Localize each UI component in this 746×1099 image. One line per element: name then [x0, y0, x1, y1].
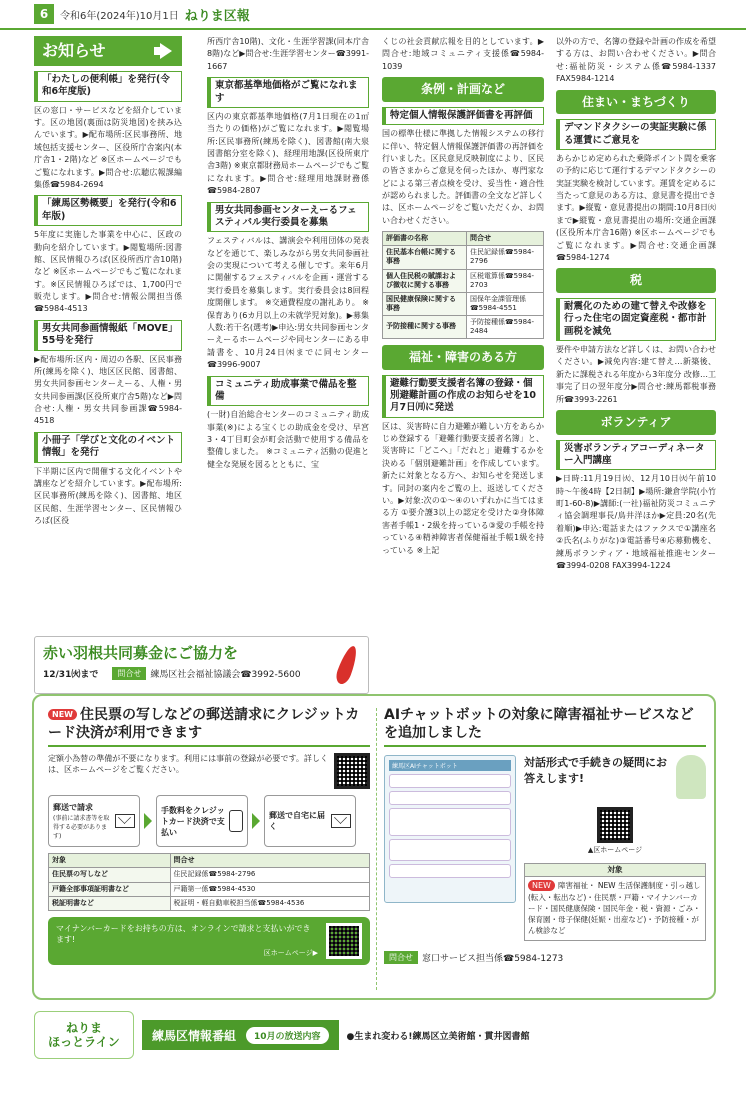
article-body: 区の窓口・サービスなどを紹介しています。区の地図(裏面は防災地図)を挟み込んでいます。▶配布場所:区民事務所、地域包括支援センター、区役所庁舎案内(本庁舎1・2階)など ※区ホームページでもご覧になれます。▶問合せ:広聴広報課編集係☎5984-2694	[34, 105, 182, 190]
chat-bubble	[389, 791, 511, 805]
article-title: 男女共同参画センターえーるフェスティバル実行委員を募集	[207, 202, 369, 233]
ai-chatbot-title: AIチャットボットの対象に障害福祉サービスなどを追加しました	[384, 706, 706, 747]
article-body: 以外の方で、名簿の登録や計画の作成を希望する方は、お問い合わせください。▶問合せ:福祉防災・システム係☎5984-1337 FAX5984-1214	[556, 37, 716, 84]
contact-info: 練馬区社会福祉協議会☎3992-5600	[150, 670, 301, 680]
step-label: 郵送で請求	[53, 803, 93, 813]
article-body: 5年度に実施した事業を中心に、区政の動向を紹介しています。▶閲覧場所:図書館、区民情報ひろば(区役所西庁舎10階)など ※区ホームページでもご覧になれます。※区民情報ひろばでは、1,700円で販売します。▶問合せ:情報公開担当係☎5984-4513	[34, 230, 182, 314]
article-title: デマンドタクシーの実証実験に係る運賃にご意見を	[556, 119, 716, 150]
issue-date: 令和6年(2024年)10月1日	[60, 10, 179, 22]
article-body: (一財)自治総合センターのコミュニティ助成事業(※)による宝くじの助成金を受け、早宮3・4丁目町会が町会活動で使用する備品を整備しました。 ※コミュニティ活動の促進と健全な発展を図るとともに、宝	[207, 410, 369, 469]
qr-code-icon[interactable]	[334, 753, 370, 789]
target-box	[524, 863, 706, 940]
table-cell: 予防接種に関する事務	[383, 315, 467, 338]
column-3	[382, 36, 544, 728]
target-text: 障害福祉・ NEW 生活保護制度・引っ越し(転入・転出など)・住民票・戸籍・マイナンバーカード・国民健康保険・国民年金・税・資源・ごみ・保育園・母子保健(妊娠・出産など)・予防接種・がん検診など	[528, 880, 701, 936]
article-title: コミュニティ助成事業で備品を整備	[207, 376, 369, 407]
table-header: 問合せ	[466, 232, 543, 246]
table-cell: 住民記録係☎5984-2796	[466, 246, 543, 269]
hotline-logo	[34, 1011, 134, 1059]
person-icon	[676, 755, 706, 799]
envelope-icon	[115, 814, 135, 828]
table-cell: 区税電算係☎5984-2703	[466, 269, 543, 292]
table-row	[383, 292, 544, 315]
article-body: 区内の東京都基準地価格(7月1日現在の1㎡当たりの価格)がご覧になれます。▶閲覧場所:区民事務所(練馬を除く)、図書館(南大泉図書館分室を除く)、経理用地課(区役所東庁舎3階) ※東京都財務局ホームページでもご覧になれます。▶問合せ:経理用地課財務係☎5984-2807	[207, 111, 369, 196]
section-header-volunteer: ボランティア	[556, 410, 716, 435]
deadline: 12/31㈫まで	[43, 670, 99, 680]
target-header: 対象	[525, 864, 705, 876]
table-cell: 戸籍全部事項証明書など	[49, 882, 171, 896]
chat-bubble	[389, 864, 511, 878]
contact-info: 窓口サービス担当係☎5984-1273	[422, 953, 564, 964]
feature-box	[32, 694, 716, 1000]
chat-bubble	[389, 839, 511, 861]
step-mail	[48, 795, 140, 847]
table-cell: 税証明・軽自動車税担当係☎5984-4536	[170, 896, 369, 910]
article-title: 東京都基準地価格がご覧になれます	[207, 77, 369, 108]
mynumber-text: マイナンバーカードをお持ちの方は、オンラインで請求と支払いができます!	[56, 924, 311, 945]
table-cell: 国保年金課管理係☎5984-4551	[466, 292, 543, 315]
table-cell: 税証明書など	[49, 896, 171, 910]
evaluation-table	[382, 231, 544, 339]
red-feather-box	[34, 636, 369, 694]
step-label: 手数料をクレジットカード決済で支払い	[161, 805, 225, 837]
step-delivery	[264, 795, 356, 847]
page-header	[0, 0, 746, 30]
qr-code-icon[interactable]	[326, 923, 362, 959]
table-cell: 住民基本台帳に関する事務	[383, 246, 467, 269]
table-row	[383, 269, 544, 292]
oshirase-title: お知らせ	[42, 40, 106, 60]
new-badge: NEW	[528, 880, 555, 891]
page-number: 6	[34, 4, 54, 24]
mail-contact-table	[48, 853, 370, 910]
table-cell: 個人住民税の賦課および徴収に関する事務	[383, 269, 467, 292]
new-badge: NEW	[48, 709, 77, 720]
column-2	[207, 36, 369, 628]
step-pay	[156, 795, 248, 847]
article-body: 下半期に区内で開催する文化イベントや講座などを紹介しています。▶配布場所:区民事務所(練馬を除く)、図書館、地区区民館、生涯学習センター、区民情報ひろば(区役	[34, 466, 182, 526]
table-cell: 予防接種係☎5984-2484	[466, 315, 543, 338]
article-body: 区は、災害時に自力避難が難しい方をあらかじめ登録する「避難行動要支援者名簿」と、災害時に「どこへ」「だれと」避難するかを決める「個別避難計画」を作成しています。新たに対象となる方へ、お知らせを発送します。同封の案内をご覧の上、返送してください。▶対象:次の①〜④のいずれかに当てはまる方 ①要介護3以上の認定を受けた②身体障害者手帳1・2級を持っている③愛の手帳を持っている④精神障害者保健福祉手帳1級を持っている ※上記	[382, 421, 544, 555]
divider	[376, 708, 377, 990]
broadcast-pill: 10月の放送内容	[246, 1027, 329, 1044]
envelope-icon	[331, 814, 351, 828]
article-body: フェスティバルは、講演会や利用団体の発表などを通じて、楽しみながら男女共同参画社会の実現について考える催しです。来年6月に開催するフェスティバルを企画・運営する実行委員を募集します。実行委員会は8回程度開催します。 ※交通費程度の謝礼あり。 ※保育あり(6カ月以上の未就学児対象)。▶募集人数:若干名(選考)▶申込:男女共同参画センターえーるホームページや同センターにある申請書を、10月24日㈭までに同センター☎3996-9007	[207, 236, 369, 370]
brand-title: ねりま区報	[184, 8, 250, 24]
article-title: 耐震化のための建て替えや改修を行った住宅の固定資産税・都市計画税を減免	[556, 298, 716, 341]
article-title: 男女共同参画情報紙「MOVE」55号を発行	[34, 320, 182, 351]
article-body: 所西庁舎10階)、文化・生涯学習課(同本庁舎8階)など▶問合せ:生涯学習センター☎3991-1667	[207, 37, 369, 71]
table-row	[49, 896, 370, 910]
logo-line-1: ねりま	[65, 1020, 102, 1035]
section-header-welfare: 福祉・障害のある方	[382, 345, 544, 370]
table-row	[49, 868, 370, 882]
section-header-ordinance: 条例・計画など	[382, 77, 544, 102]
chat-bubble	[389, 774, 511, 788]
arrow-right-icon	[252, 813, 260, 829]
arrow-right-icon	[144, 813, 152, 829]
contact-tag: 問合せ	[384, 951, 418, 964]
table-header: 問合せ	[170, 854, 369, 868]
article-title: 「練馬区勢概要」を発行(令和6年版)	[34, 195, 182, 226]
step-label: 郵送で自宅に届く	[269, 811, 325, 832]
section-header-tax: 税	[556, 268, 716, 293]
column-1	[34, 36, 182, 628]
homepage-link[interactable]: 区ホームページ▶	[263, 949, 318, 958]
table-cell: 住民記録係☎5984-2796	[170, 868, 369, 882]
table-row	[383, 246, 544, 269]
chatbot-screenshot	[384, 755, 516, 903]
step-note: (事前に請求書等を取得する必要があります)	[53, 815, 110, 841]
article-body: あらかじめ定められた乗降ポイント間を乗客の予約に応じて運行するデマンドタクシーの実証実験を検討しています。運賃を定めるに当たって意見のある方は、意見書を提出できます。▶縦覧・意見書提出の期間:10月8日㈫まで▶縦覧・意見書提出の場所:交通企画課(区役所本庁舎16階) ※区ホームページでもご覧になれます。▶問合せ:交通企画課☎5984-1274	[556, 153, 716, 262]
red-feather-title: 赤い羽根共同募金にご協力を	[43, 644, 239, 662]
article-body: 国の標準仕様に準拠した情報システムの移行に伴い、特定個人情報保護評価書の再評価を行いました。区民意見反映制度により、区民の皆さまからご意見を伺ったほか、専門家などによる第三者点検を受け、妥当性・適合性が認められました。評価書の全文など詳しくは、区ホームページをご覧いただくか、お問い合わせください。	[382, 129, 544, 225]
logo-line-2: ほっとライン	[48, 1035, 120, 1049]
program-bar	[142, 1020, 339, 1050]
article-body: くじの社会貢献広報を目的としています。▶問合せ:地域コミュニティ支援係☎5984-1039	[382, 37, 544, 71]
article-title: 「わたしの便利帳」を発行(令和6年度版)	[34, 71, 182, 102]
article-body: ▶日時:11月19日㈫、12月10日㈫午前10時〜午後4時【2日制】▶場所:鎌倉学院(小竹町1-60-8)▶講師:(一社)福祉防災コミュニティ協会調理事長/鳥井洋ほか▶定員:20名(先着順)▶申込:電話またはファクスで①講座名②氏名(ふりがな)③電話番号④応募動機を、練馬ボランティア・地域福祉推進センター☎3994-0208 FAX3994-1224	[556, 474, 716, 570]
table-row	[383, 315, 544, 338]
table-cell: 国民健康保険に関する事務	[383, 292, 467, 315]
article-body: ▶配布場所:区内・周辺の各駅、区民事務所(練馬を除く)、地区区民館、図書館、男女共同参画センターえーる、人権・男女共同参画課(区役所東庁舎5階)など▶問合せ:人権・男女共同参画課☎5984-4518	[34, 354, 182, 426]
section-header-housing: 住まい・まちづくり	[556, 90, 716, 115]
table-header: 評価書の名称	[383, 232, 467, 246]
column-4	[556, 36, 716, 696]
mail-request-title	[48, 706, 370, 747]
mail-request-panel	[48, 706, 370, 965]
chat-bubble	[389, 808, 511, 836]
article-body: 要件や申請方法など詳しくは、お問い合わせください。▶減免内容:建て替え…新築後、新たに課税される年度から3年度分 改修…工事完了日の翌年度分▶問合せ:練馬都税事務所☎3993-2261	[556, 344, 716, 404]
table-row	[49, 882, 370, 896]
chat-header: 練馬区AIチャットボット	[389, 760, 511, 771]
chatbot-bubble-text: 対話形式で手続きの疑問にお答えします!	[524, 756, 667, 785]
article-title: 災害ボランティアコーディネーター入門講座	[556, 440, 716, 471]
article-title: 小冊子「学びと文化のイベント情報」を発行	[34, 432, 182, 463]
process-steps	[48, 795, 370, 847]
table-header: 対象	[49, 854, 171, 868]
mynumber-banner	[48, 917, 370, 965]
program-topic: ●生まれ変わる!練馬区立美術館・貫井図書館	[346, 1031, 530, 1042]
footer	[34, 1010, 716, 1060]
table-cell: 住民票の写しなど	[49, 868, 171, 882]
mail-request-heading: 住民票の写しなどの郵送請求にクレジットカード決済が利用できます	[48, 707, 360, 742]
program-title: 練馬区情報番組	[152, 1028, 237, 1043]
ai-chatbot-panel	[384, 706, 706, 964]
smartphone-icon	[229, 810, 243, 832]
table-cell: 戸籍第一係☎5984-4530	[170, 882, 369, 896]
qr-code-icon[interactable]	[597, 807, 633, 843]
oshirase-banner	[34, 36, 182, 66]
article-title: 避難行動要支援者名簿の登録・個別避難計画の作成のお知らせを10月7日㈪に発送	[382, 375, 544, 418]
qr-label: ▲区ホームページ	[587, 846, 643, 855]
mail-request-desc: 定額小為替の準備が不要になります。利用には事前の登録が必要です。詳しくは、区ホームページをご覧ください。	[48, 754, 328, 775]
article-title: 特定個人情報保護評価書を再評価	[382, 107, 544, 125]
megaphone-icon	[152, 42, 174, 60]
contact-tag: 問合せ	[112, 667, 146, 680]
